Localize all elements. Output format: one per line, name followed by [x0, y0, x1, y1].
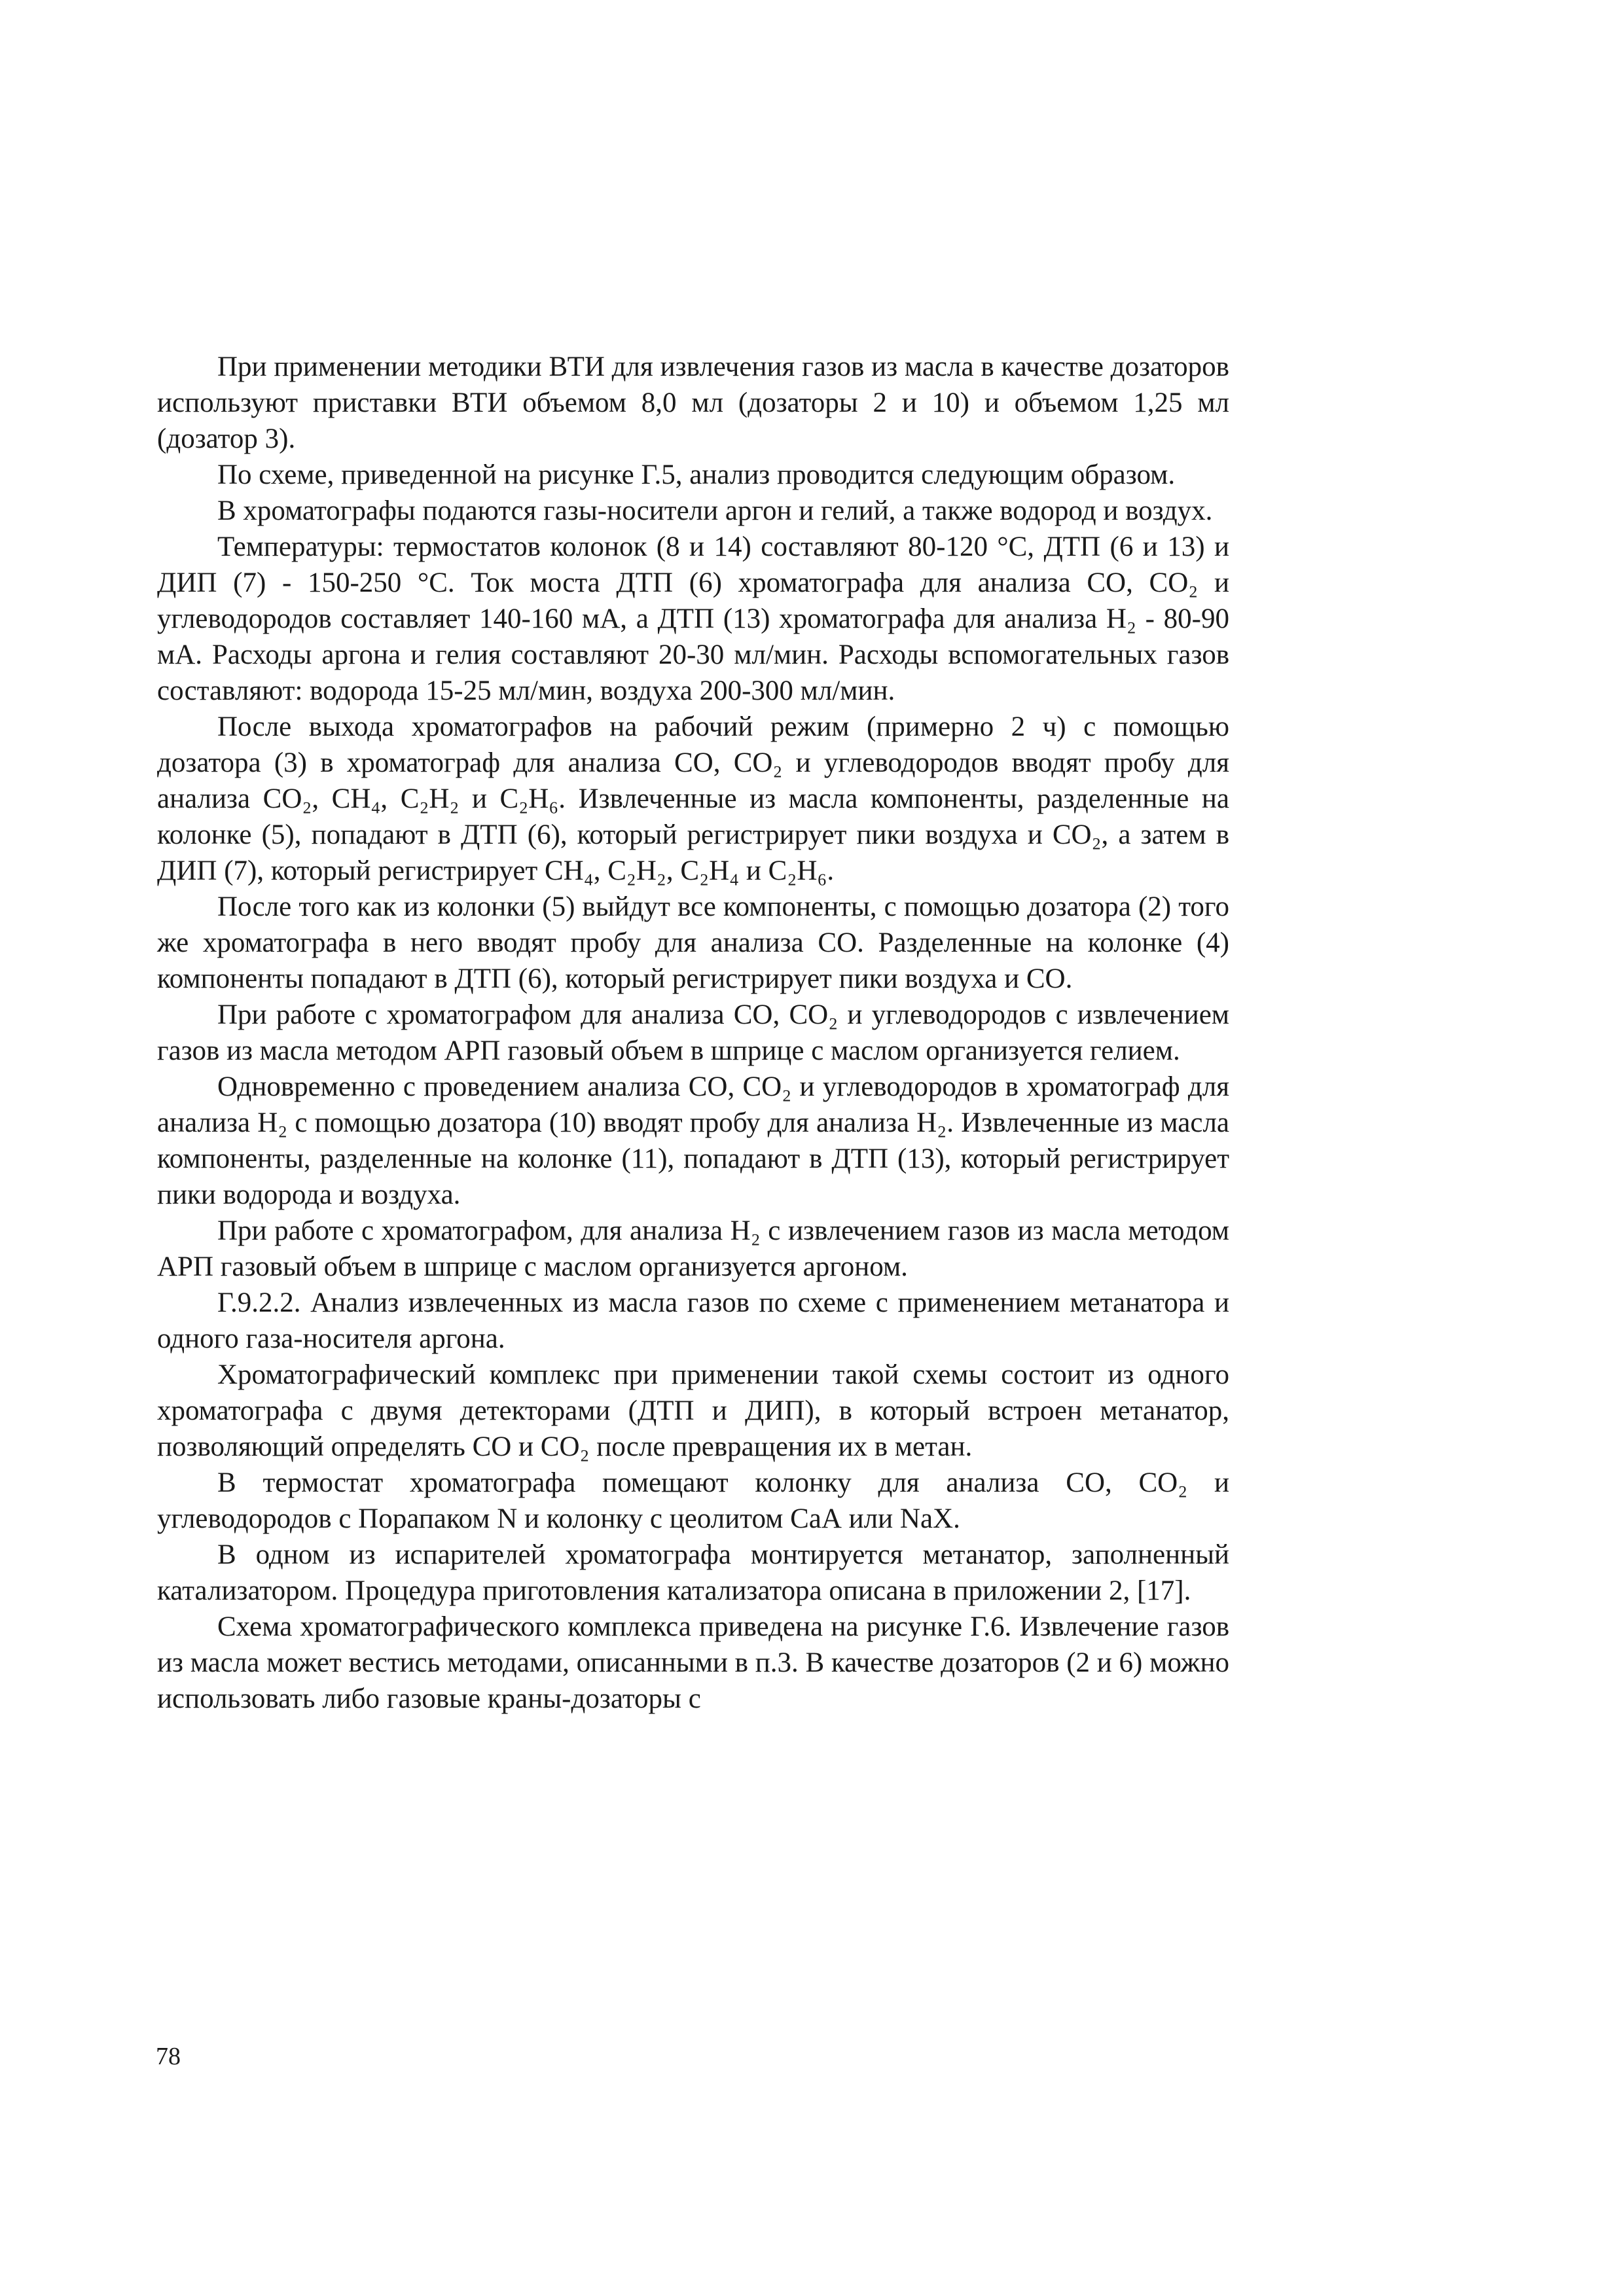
paragraph: После выхода хроматографов на рабочий режим (примерно 2 ч) с помощью дозатора (3) в хроматограф для анализа СО, СО₂ и углеводородов вводят пробу для анализа СО₂, СН₄, С₂Н₂ и С₂Н₆. Извлеченные из масла компоненты, разделенные на колонке (5), попадают в ДТП (6), который регистрирует пики воздуха и СО₂, а затем в ДИП (7), который регистрирует СН₄, С₂Н₂, С₂Н₄ и С₂Н₆.: [157, 711, 1229, 886]
paragraph: В одном из испарителей хроматографа монтируется метанатор, заполненный катализатором. Процедура приготовления катализатора описана в приложении 2, [17].: [157, 1539, 1229, 1606]
paragraph: Температуры: термостатов колонок (8 и 14) составляют 80-120 °С, ДТП (6 и 13) и ДИП (7) - 150-250 °С. Ток моста ДТП (6) хроматографа для анализа СО, СО₂ и углеводородов составляет 140-160 мА, а ДТП (13) хроматографа для анализа Н₂ - 80-90 мА. Расходы аргона и гелия составляют 20-30 мл/мин. Расходы вспомогательных газов составляют: водорода 15-25 мл/мин, воздуха 200-300 мл/мин.: [157, 531, 1229, 706]
paragraph: В хроматографы подаются газы-носители аргон и гелий, а также водород и воздух.: [217, 495, 1213, 526]
paragraph: Одновременно с проведением анализа СО, СО₂ и углеводородов в хроматограф для анализа Н₂ с помощью дозатора (10) вводят пробу для анализа Н₂. Извлеченные из масла компоненты, разделенные на колонке (11), попадают в ДТП (13), который регистрирует пики водорода и воздуха.: [157, 1071, 1229, 1210]
paragraph: При применении методики ВТИ для извлечения газов из масла в качестве дозаторов используют приставки ВТИ объемом 8,0 мл (дозаторы 2 и 10) и объемом 1,25 мл (дозатор 3).: [157, 351, 1229, 454]
paragraph: При работе с хроматографом, для анализа Н₂ с извлечением газов из масла методом АРП газовый объем в шприце с маслом организуется аргоном.: [157, 1215, 1229, 1282]
paragraph: После того как из колонки (5) выйдут все компоненты, с помощью дозатора (2) того же хроматографа в него вводят пробу для анализа СО. Разделенные на колонке (4) компоненты попадают в ДТП (6), который регистрирует пики воздуха и СО.: [157, 891, 1229, 994]
paragraph: При работе с хроматографом для анализа СО, СО₂ и углеводородов с извлечением газов из масла методом АРП газовый объем в шприце с маслом организуется гелием.: [157, 999, 1229, 1066]
paragraph: В термостат хроматографа помещают колонку для анализа СО, СО₂ и углеводородов с Порапаком N и колонку с цеолитом СаА или NaX.: [157, 1467, 1229, 1534]
body-text: [157, 349, 1229, 1717]
paragraph: Хроматографический комплекс при применении такой схемы состоит из одного хроматографа с двумя детекторами (ДТП и ДИП), в который встроен метанатор, позволяющий определять СО и СО₂ после превращения их в метан.: [157, 1359, 1229, 1462]
paragraph: Схема хроматографического комплекса приведена на рисунке Г.6. Извлечение газов из масла может вестись методами, описанными в п.3. В качестве дозаторов (2 и 6) можно использовать либо газовые краны-дозаторы с: [157, 1611, 1229, 1714]
paragraph: По схеме, приведенной на рисунке Г.5, анализ проводится следующим образом.: [217, 459, 1176, 490]
section-heading-paragraph: Г.9.2.2. Анализ извлеченных из масла газов по схеме с применением метанатора и одного газа-носителя аргона.: [157, 1287, 1229, 1354]
page-number: 78: [156, 2043, 181, 2070]
